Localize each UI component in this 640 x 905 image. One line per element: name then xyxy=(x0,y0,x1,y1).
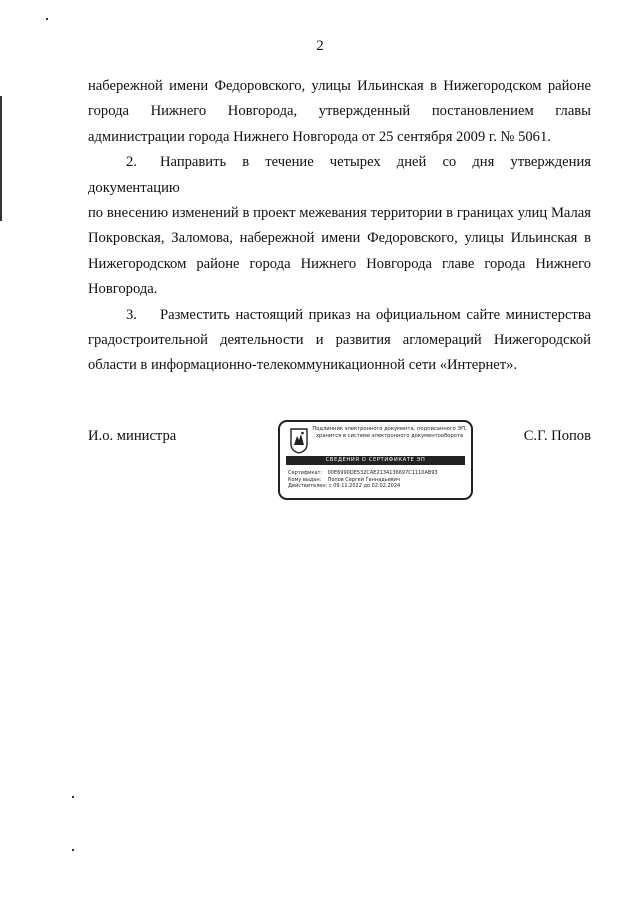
paragraph-2 xyxy=(88,150,591,302)
paragraph-2-line: по внесению изменений в проект межевания территории в границах улиц Малая xyxy=(88,205,591,222)
stamp-details xyxy=(288,470,438,490)
document-body xyxy=(88,74,591,379)
electronic-signature-stamp xyxy=(278,420,473,500)
stamp-header xyxy=(312,426,467,439)
paragraph-1-line: набережной имени Федоровского, улицы Ильинская в Нижегородском районе xyxy=(88,78,591,94)
paragraph-2-line: Нижегородском районе города Нижнего Новгорода главе города Нижнего xyxy=(88,255,591,272)
speck-mark xyxy=(46,18,48,20)
signer-position: И.о. министра xyxy=(88,428,177,444)
speck-mark xyxy=(72,849,74,851)
speck-mark xyxy=(72,796,74,798)
paragraph-2-line: Направить в течение четырех дней со дня утверждения документацию xyxy=(88,154,591,196)
certificate-label: Сертификат: xyxy=(288,470,323,476)
stamp-header-line: хранится в системе электронного документооборота xyxy=(315,432,464,439)
left-edge-mark xyxy=(0,96,2,221)
issued-to-value: Попов Сергей Геннадьевич xyxy=(327,476,400,483)
coat-of-arms-icon xyxy=(290,428,308,454)
paragraph-2-line: Покровская, Заломова, набережной имени Федоровского, улицы Ильинская в xyxy=(88,230,591,247)
certificate-row xyxy=(288,470,438,477)
paragraph-3-number: 3. xyxy=(126,306,137,323)
paragraph-3-line: градостроительной деятельности и развития агломераций Нижегородской xyxy=(88,332,591,349)
paragraph-1-line: города Нижнего Новгорода, утвержденный постановлением главы xyxy=(88,103,591,120)
paragraph-3-line: области в информационно-телекоммуникационной сети «Интернет». xyxy=(88,357,518,374)
paragraph-3-line: Разместить настоящий приказ на официальном сайте министерства xyxy=(160,306,591,323)
validity-label: Действителен: xyxy=(288,483,328,490)
paragraph-1 xyxy=(88,74,591,150)
issued-to-label: Кому выдан: xyxy=(288,476,322,483)
paragraph-2-line: Новгорода. xyxy=(88,281,158,298)
paragraph-3 xyxy=(88,303,591,379)
validity-row xyxy=(288,483,438,490)
certificate-value: 00E6990DE532CAE2134136697C1110AB93 xyxy=(327,470,438,476)
stamp-header-line: Подлинник электронного документа, подписанного ЭП, xyxy=(312,426,467,432)
signature-block xyxy=(88,420,591,504)
paragraph-1-line: администрации города Нижнего Новгорода от 25 сентября 2009 г. № 5061. xyxy=(88,128,551,145)
paragraph-3-first-line xyxy=(88,303,591,328)
paragraph-2-number: 2. xyxy=(126,154,137,171)
validity-value: с 09.11.2022 до 02.02.2024 xyxy=(328,483,401,490)
signer-name: С.Г. Попов xyxy=(523,428,591,444)
page-number: 2 xyxy=(316,38,324,54)
stamp-certificate-title: СВЕДЕНИЯ О СЕРТИФИКАТЕ ЭП xyxy=(286,456,465,465)
paragraph-2-first-line xyxy=(88,150,591,201)
